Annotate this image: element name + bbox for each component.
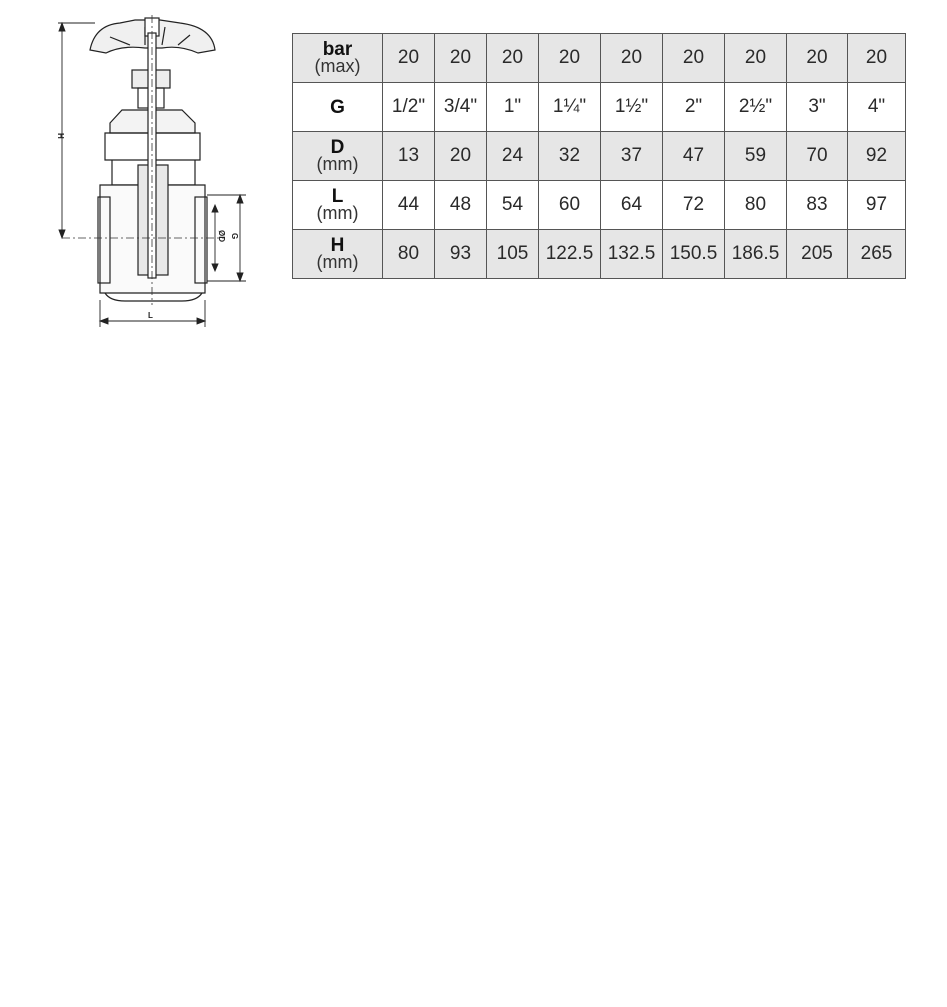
row-unit: (max) (314, 56, 361, 76)
table-cell: 54 (487, 181, 539, 230)
table-row (293, 83, 906, 132)
table-cell: 80 (725, 181, 787, 230)
table-cell: 44 (383, 181, 435, 230)
table-cell: 64 (601, 181, 663, 230)
table-cell: 1" (487, 83, 539, 132)
table-cell: 20 (787, 34, 848, 83)
table-cell: 20 (383, 34, 435, 83)
table-cell: 32 (539, 132, 601, 181)
table-cell: 83 (787, 181, 848, 230)
table-cell: 70 (787, 132, 848, 181)
table-cell: 20 (725, 34, 787, 83)
table-cell: 186.5 (725, 230, 787, 279)
row-header (293, 83, 383, 132)
table-cell: 97 (848, 181, 906, 230)
dim-label-d: ØD (217, 230, 226, 242)
table-cell: 13 (383, 132, 435, 181)
table-cell: 59 (725, 132, 787, 181)
table-cell: 92 (848, 132, 906, 181)
table-cell: 72 (663, 181, 725, 230)
table-cell: 2½" (725, 83, 787, 132)
table-cell: 80 (383, 230, 435, 279)
table-cell: 1½" (601, 83, 663, 132)
table-row (293, 132, 906, 181)
row-label: L (331, 186, 344, 207)
table-cell: 122.5 (539, 230, 601, 279)
table-cell: 20 (663, 34, 725, 83)
row-label: D (330, 137, 345, 158)
table-cell: 20 (601, 34, 663, 83)
table-cell: 4" (848, 83, 906, 132)
table-cell: 20 (435, 34, 487, 83)
table-cell: 24 (487, 132, 539, 181)
table-cell: 48 (435, 181, 487, 230)
row-header (293, 181, 383, 230)
table-cell: 205 (787, 230, 848, 279)
table-cell: 1¼" (539, 83, 601, 132)
row-header (293, 34, 383, 83)
table-cell: 105 (487, 230, 539, 279)
table-cell: 20 (487, 34, 539, 83)
table-cell: 1/2" (383, 83, 435, 132)
row-header (293, 230, 383, 279)
table-cell: 37 (601, 132, 663, 181)
gate-valve-drawing (50, 15, 270, 330)
row-header (293, 132, 383, 181)
table-cell: 150.5 (663, 230, 725, 279)
table-cell: 20 (435, 132, 487, 181)
table-cell: 265 (848, 230, 906, 279)
table-row (293, 230, 906, 279)
table-cell: 3" (787, 83, 848, 132)
row-label: H (330, 235, 345, 256)
table-cell: 47 (663, 132, 725, 181)
dim-label-h: H (56, 133, 65, 139)
row-unit: (mm) (316, 154, 359, 174)
spec-table (292, 33, 906, 279)
table-cell: 3/4" (435, 83, 487, 132)
table-row (293, 34, 906, 83)
row-unit: (mm) (316, 203, 359, 223)
table-cell: 20 (539, 34, 601, 83)
table-cell: 20 (848, 34, 906, 83)
table-cell: 2" (663, 83, 725, 132)
table-cell: 60 (539, 181, 601, 230)
row-label: bar (322, 39, 353, 60)
table-row (293, 181, 906, 230)
table-cell: 132.5 (601, 230, 663, 279)
table-cell: 93 (435, 230, 487, 279)
dim-label-g: G (230, 233, 239, 240)
row-unit: (mm) (316, 252, 359, 272)
row-label: G (330, 96, 345, 118)
dim-label-l: L (148, 311, 153, 320)
